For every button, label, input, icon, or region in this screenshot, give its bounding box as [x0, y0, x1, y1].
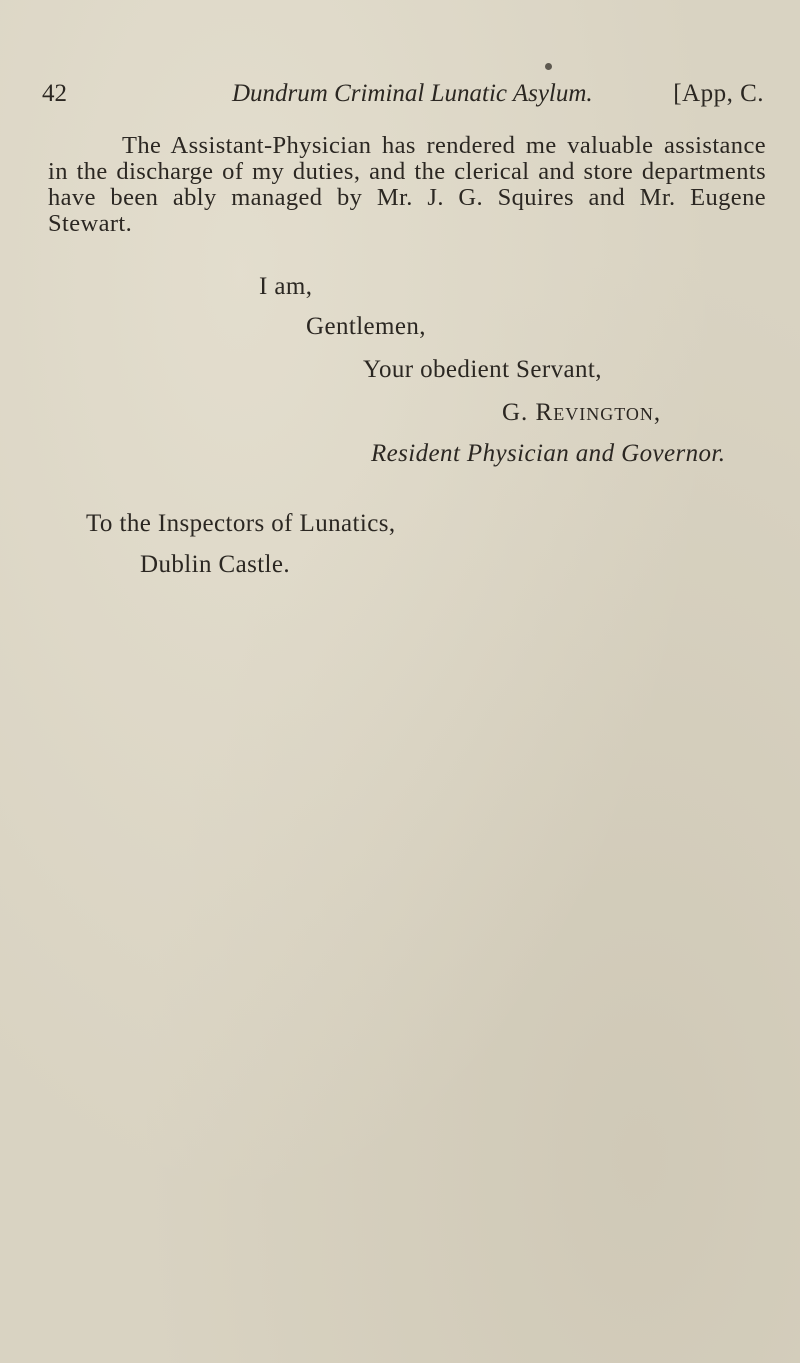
addressee-line-2: Dublin Castle.: [140, 551, 291, 578]
paper-spot: [545, 63, 552, 70]
closing-salutation: Gentlemen,: [306, 313, 426, 340]
body-paragraph: The Assistant-Physician has rendered me valuable assistance in the discharge of my duties, and the clerical and store departments have been ably managed by Mr. J. G. Squires and Mr. Eugene Stewart.: [48, 132, 766, 237]
page-number: 42: [42, 80, 67, 107]
running-title: Dundrum Criminal Lunatic Asylum.: [232, 80, 593, 107]
section-reference: [App, C.: [673, 80, 764, 107]
addressee-line-1: To the Inspectors of Lunatics,: [86, 510, 396, 537]
signature-name: G. Revington,: [502, 399, 662, 426]
running-head: [42, 80, 764, 114]
closing-i-am: I am,: [259, 273, 313, 300]
closing-valediction: Your obedient Servant,: [363, 356, 602, 383]
signature-title: Resident Physician and Governor.: [371, 440, 726, 467]
